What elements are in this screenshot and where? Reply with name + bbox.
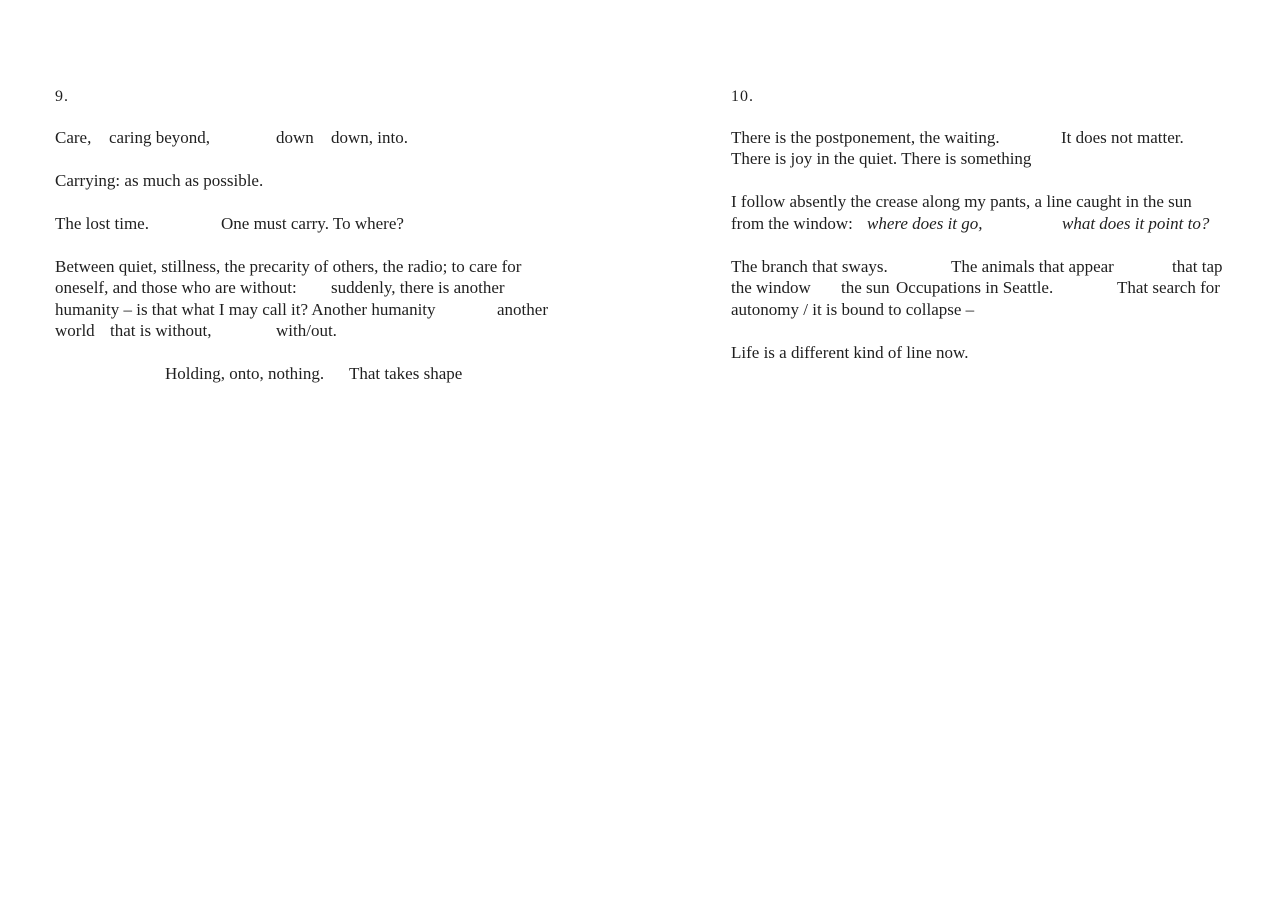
poem-text: Between quiet, stillness, the precarity of others, the radio; to care for <box>55 257 522 276</box>
poem-text: down <box>276 128 314 147</box>
page-number-left: 9. <box>55 88 69 105</box>
right-page <box>643 0 1286 912</box>
poem-text: Care, <box>55 128 92 147</box>
page-number-right: 10. <box>731 88 754 105</box>
poem-text: that is without, <box>110 321 212 340</box>
poem-text: That takes shape <box>349 364 463 383</box>
poem-text: humanity – is that what I may call it? Another humanity <box>55 300 436 319</box>
poem-text: It does not matter. <box>1061 128 1184 147</box>
poem-text: the window <box>731 278 811 297</box>
poem-text: oneself, and those who are without: <box>55 278 297 297</box>
poem-text: with/out. <box>276 321 337 340</box>
poem-text-italic: what does it point to? <box>1062 214 1210 233</box>
poem-text: that tap <box>1172 257 1223 276</box>
poem-text: world <box>55 321 95 340</box>
poem-text: One must carry. To where? <box>221 214 404 233</box>
poem-text: the sun <box>841 278 890 297</box>
poem-text: autonomy / it is bound to collapse – <box>731 300 975 319</box>
poem-text: suddenly, there is another <box>331 278 505 297</box>
poem-text: I follow absently the crease along my pants, a line caught in the sun <box>731 192 1192 211</box>
poem-text: from the window: <box>731 214 858 233</box>
poem-text: Carrying: as much as possible. <box>55 171 264 190</box>
poem-text: That search for <box>1117 278 1220 297</box>
poem-text: There is joy in the quiet. There is something <box>731 149 1032 168</box>
poem-text: Holding, onto, nothing. <box>165 364 325 383</box>
poem-text: down, into. <box>331 128 408 147</box>
poem-text: Occupations in Seattle. <box>896 278 1054 297</box>
poem-text: another <box>497 300 548 319</box>
poem-text: There is the postponement, the waiting. <box>731 128 1000 147</box>
poem-text: caring beyond, <box>109 128 211 147</box>
poem-text: The lost time. <box>55 214 149 233</box>
poem-text: Life is a different kind of line now. <box>731 343 969 362</box>
poem-text-italic: where does it go, <box>867 214 983 233</box>
poem-text: The branch that sways. <box>731 257 888 276</box>
poem-text: The animals that appear <box>951 257 1114 276</box>
